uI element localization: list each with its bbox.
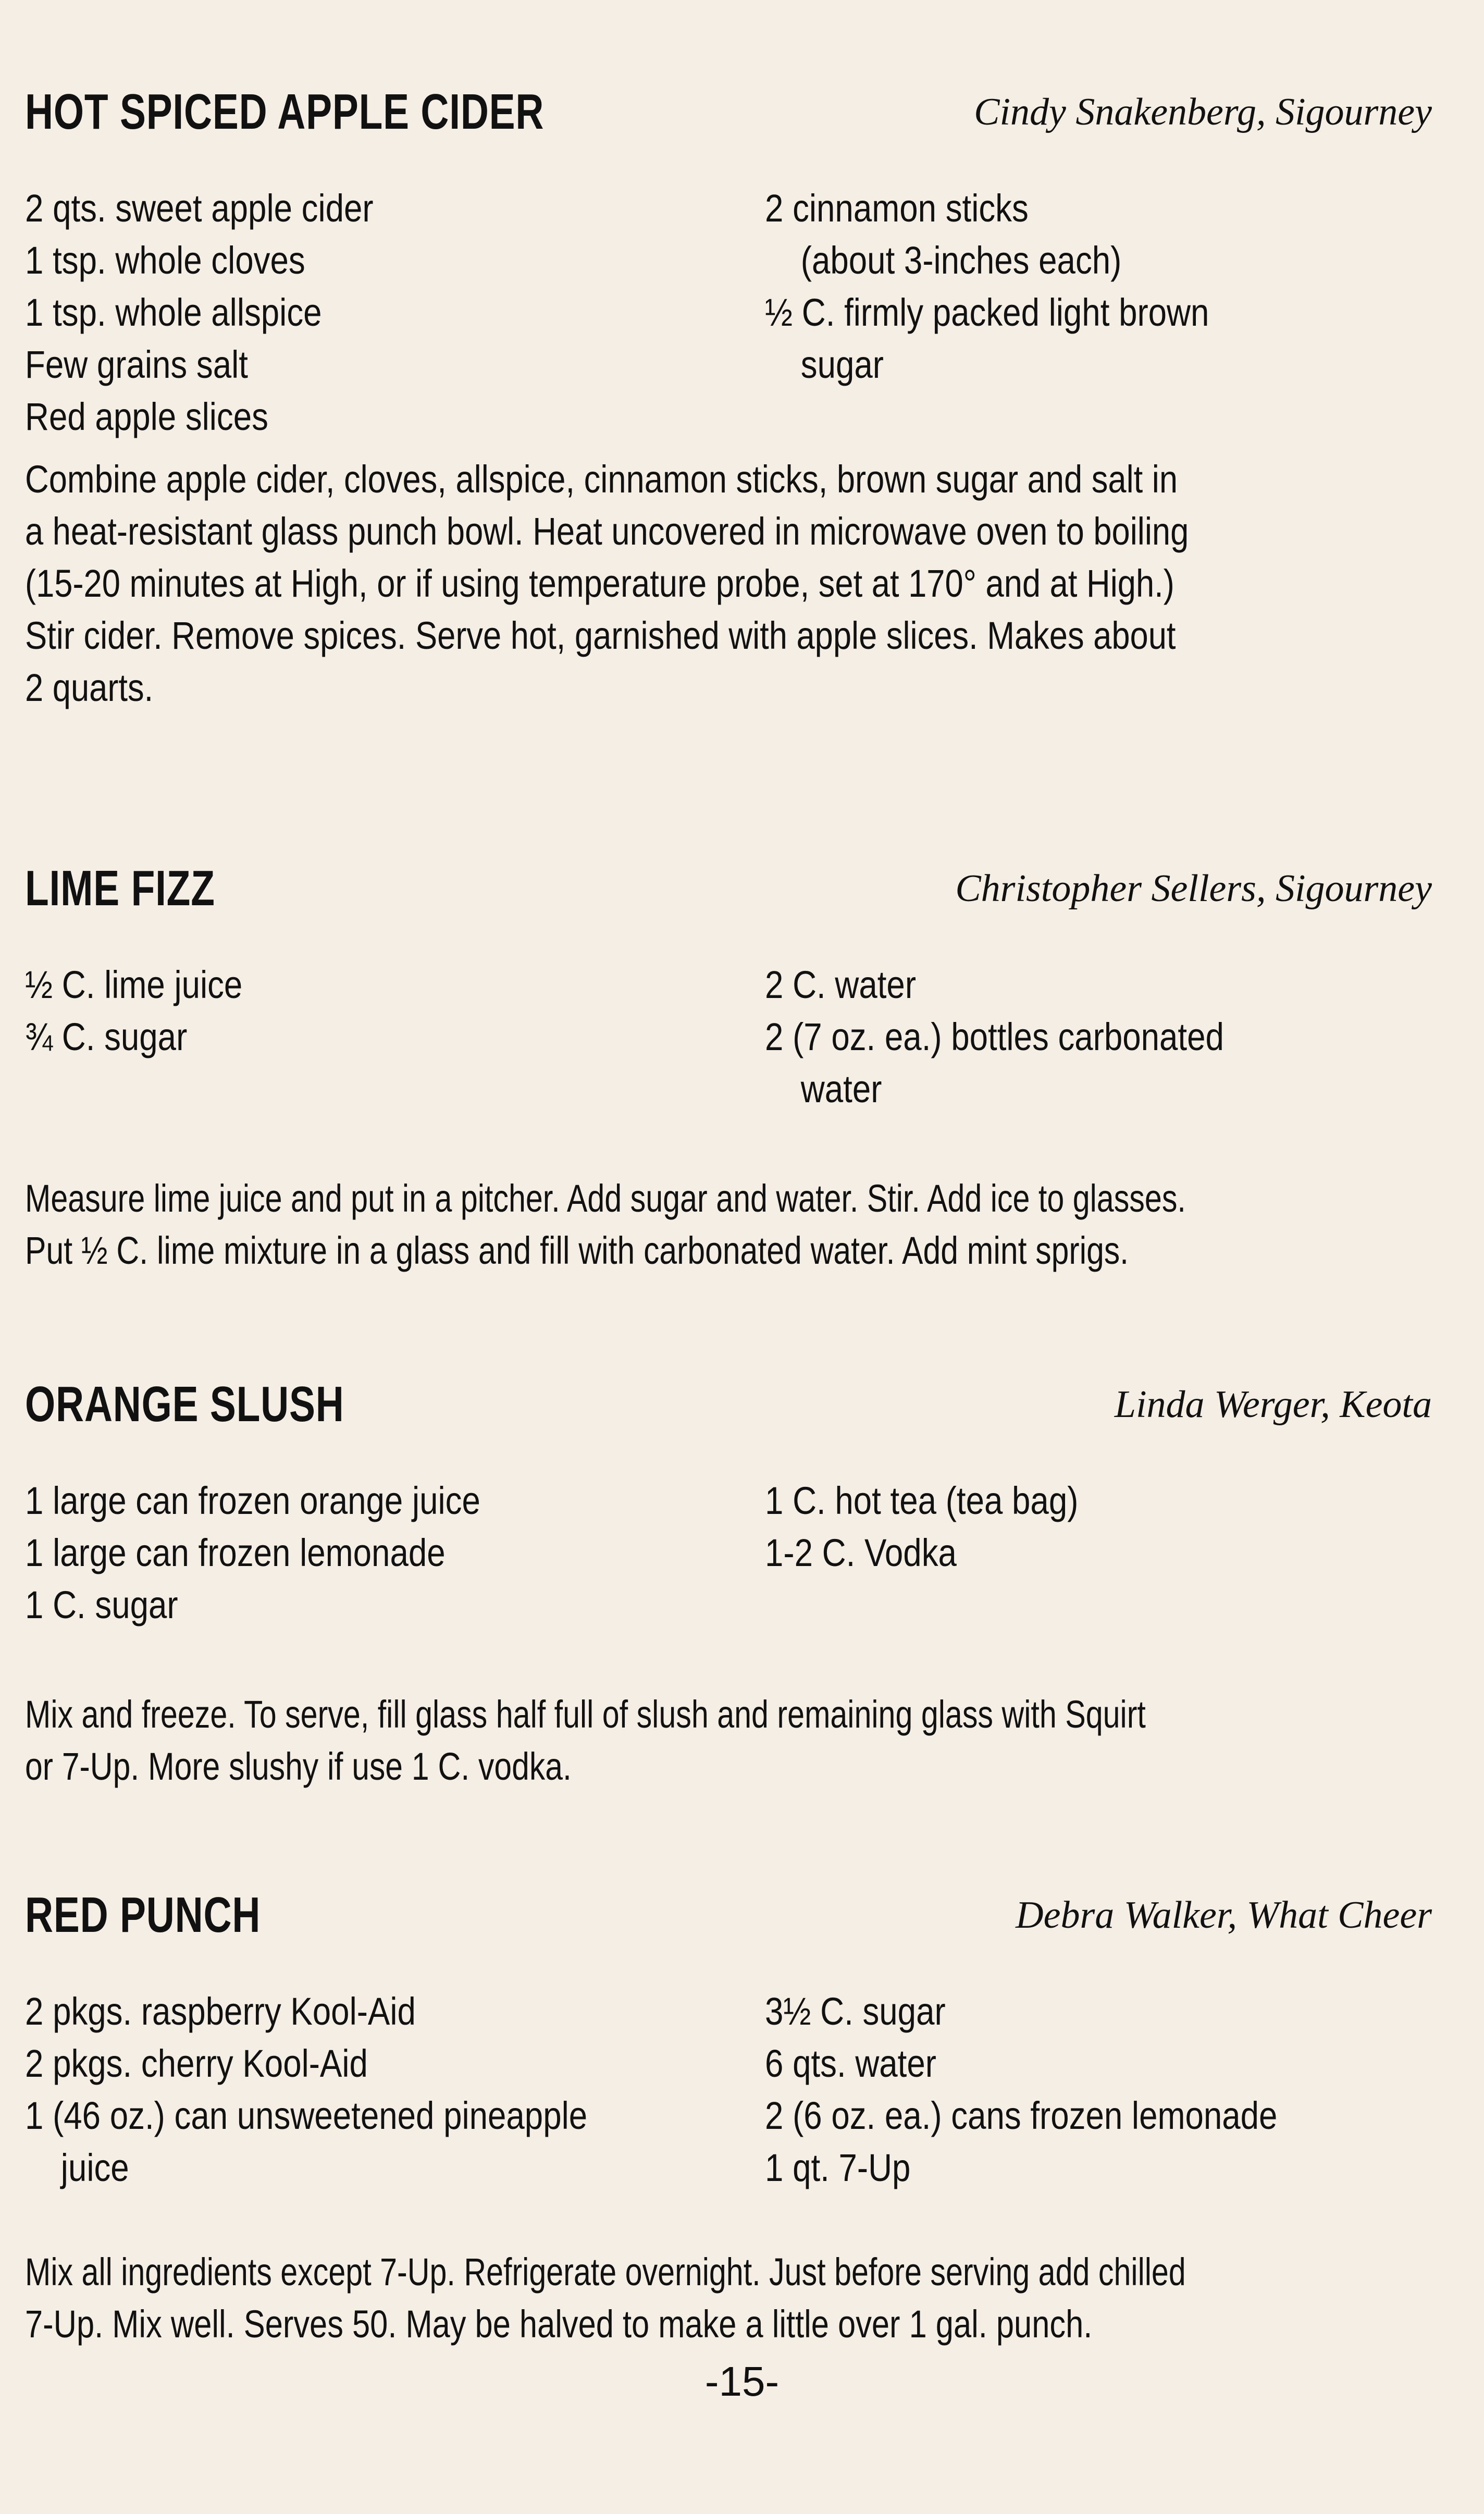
recipe-header	[25, 1881, 1432, 1949]
ingredient: Red apple slices	[25, 395, 268, 438]
directions-line: (15-20 minutes at High, or if using temperature probe, set at 170° and at High.)	[25, 562, 1174, 605]
recipe-author: Christopher Sellers, Sigourney	[955, 867, 1432, 910]
ingredient: Few grains salt	[25, 343, 248, 386]
page-number: -15-	[704, 2358, 780, 2405]
ingredient: 1 tsp. whole allspice	[25, 291, 322, 334]
ingredient: 3½ C. sugar	[765, 1990, 946, 2033]
recipe-header	[25, 1371, 1432, 1438]
recipe-directions	[25, 453, 1432, 714]
ingredient: 2 pkgs. cherry Kool-Aid	[25, 2042, 368, 2085]
directions-line: Mix all ingredients except 7-Up. Refrigerate overnight. Just before serving add chilled	[25, 2250, 1186, 2294]
ingredient: 1 large can frozen orange juice	[25, 1479, 480, 1522]
recipe-title: LIME FIZZ	[25, 860, 215, 916]
ingredients	[25, 959, 1432, 1115]
ingredient: 6 qts. water	[765, 2042, 936, 2085]
ingredient: 1-2 C. Vodka	[765, 1531, 957, 1574]
recipe-directions	[25, 2246, 1432, 2350]
ingredients-left-column	[25, 182, 744, 443]
directions-line: 2 quarts.	[25, 666, 154, 709]
recipe-title: HOT SPICED APPLE CIDER	[25, 84, 545, 140]
recipe-directions	[25, 1173, 1432, 1277]
ingredients-left-column	[25, 1986, 744, 2194]
ingredients-left-column	[25, 1475, 744, 1631]
ingredients	[25, 182, 1432, 443]
ingredient: 1 C. hot tea (tea bag)	[765, 1479, 1079, 1522]
recipe-title: RED PUNCH	[25, 1887, 261, 1943]
ingredient: 2 pkgs. raspberry Kool-Aid	[25, 1990, 416, 2033]
recipe-author: Debra Walker, What Cheer	[1016, 1894, 1432, 1937]
ingredient: 1 C. sugar	[25, 1583, 178, 1626]
recipe-header	[25, 78, 1432, 146]
ingredient: 2 cinnamon sticks	[765, 187, 1029, 230]
ingredient: 2 qts. sweet apple cider	[25, 187, 374, 230]
ingredients-right-column	[765, 182, 1442, 391]
ingredients-right-column	[765, 1986, 1442, 2194]
ingredient: water	[800, 1067, 882, 1111]
recipe-orange-slush	[25, 1371, 1432, 1788]
ingredient: ½ C. lime juice	[25, 963, 243, 1006]
recipe-author: Linda Werger, Keota	[1114, 1383, 1432, 1426]
ingredient: 1 (46 oz.) can unsweetened pineapple	[25, 2094, 588, 2137]
ingredients	[25, 1475, 1432, 1631]
recipe-hot-spiced-apple-cider	[25, 78, 1432, 709]
directions-line: Put ½ C. lime mixture in a glass and fill with carbonated water. Add mint sprigs.	[25, 1229, 1129, 1272]
recipe-header	[25, 855, 1432, 922]
directions-line: or 7-Up. More slushy if use 1 C. vodka.	[25, 1745, 572, 1788]
ingredients-right-column	[765, 1475, 1442, 1579]
ingredient: ½ C. firmly packed light brown	[765, 291, 1209, 334]
ingredient: juice	[60, 2146, 129, 2189]
ingredient: 1 qt. 7-Up	[765, 2146, 911, 2189]
recipe-red-punch	[25, 1881, 1432, 2346]
directions-line: a heat-resistant glass punch bowl. Heat uncovered in microwave oven to boiling	[25, 510, 1189, 553]
ingredients-right-column	[765, 959, 1442, 1115]
directions-line: Stir cider. Remove spices. Serve hot, garnished with apple slices. Makes about	[25, 614, 1176, 657]
ingredient: 1 large can frozen lemonade	[25, 1531, 446, 1574]
directions-line: Mix and freeze. To serve, fill glass half full of slush and remaining glass with Squirt	[25, 1693, 1146, 1736]
ingredients-left-column	[25, 959, 744, 1063]
recipe-author: Cindy Snakenberg, Sigourney	[974, 91, 1432, 133]
directions-line: Measure lime juice and put in a pitcher. Add sugar and water. Stir. Add ice to glasses.	[25, 1177, 1186, 1220]
ingredients	[25, 1986, 1432, 2194]
recipe-lime-fizz	[25, 855, 1432, 1272]
ingredient: 2 C. water	[765, 963, 917, 1006]
ingredient: 2 (7 oz. ea.) bottles carbonated	[765, 1015, 1224, 1058]
recipe-title: ORANGE SLUSH	[25, 1376, 344, 1432]
ingredient: ¾ C. sugar	[25, 1015, 188, 1058]
directions-line: Combine apple cider, cloves, allspice, cinnamon sticks, brown sugar and salt in	[25, 458, 1178, 501]
directions-line: 7-Up. Mix well. Serves 50. May be halved to make a little over 1 gal. punch.	[25, 2302, 1093, 2346]
ingredient: (about 3-inches each)	[800, 239, 1122, 282]
ingredient: sugar	[800, 343, 884, 386]
ingredient: 1 tsp. whole cloves	[25, 239, 305, 282]
ingredient: 2 (6 oz. ea.) cans frozen lemonade	[765, 2094, 1278, 2137]
recipe-directions	[25, 1689, 1432, 1793]
